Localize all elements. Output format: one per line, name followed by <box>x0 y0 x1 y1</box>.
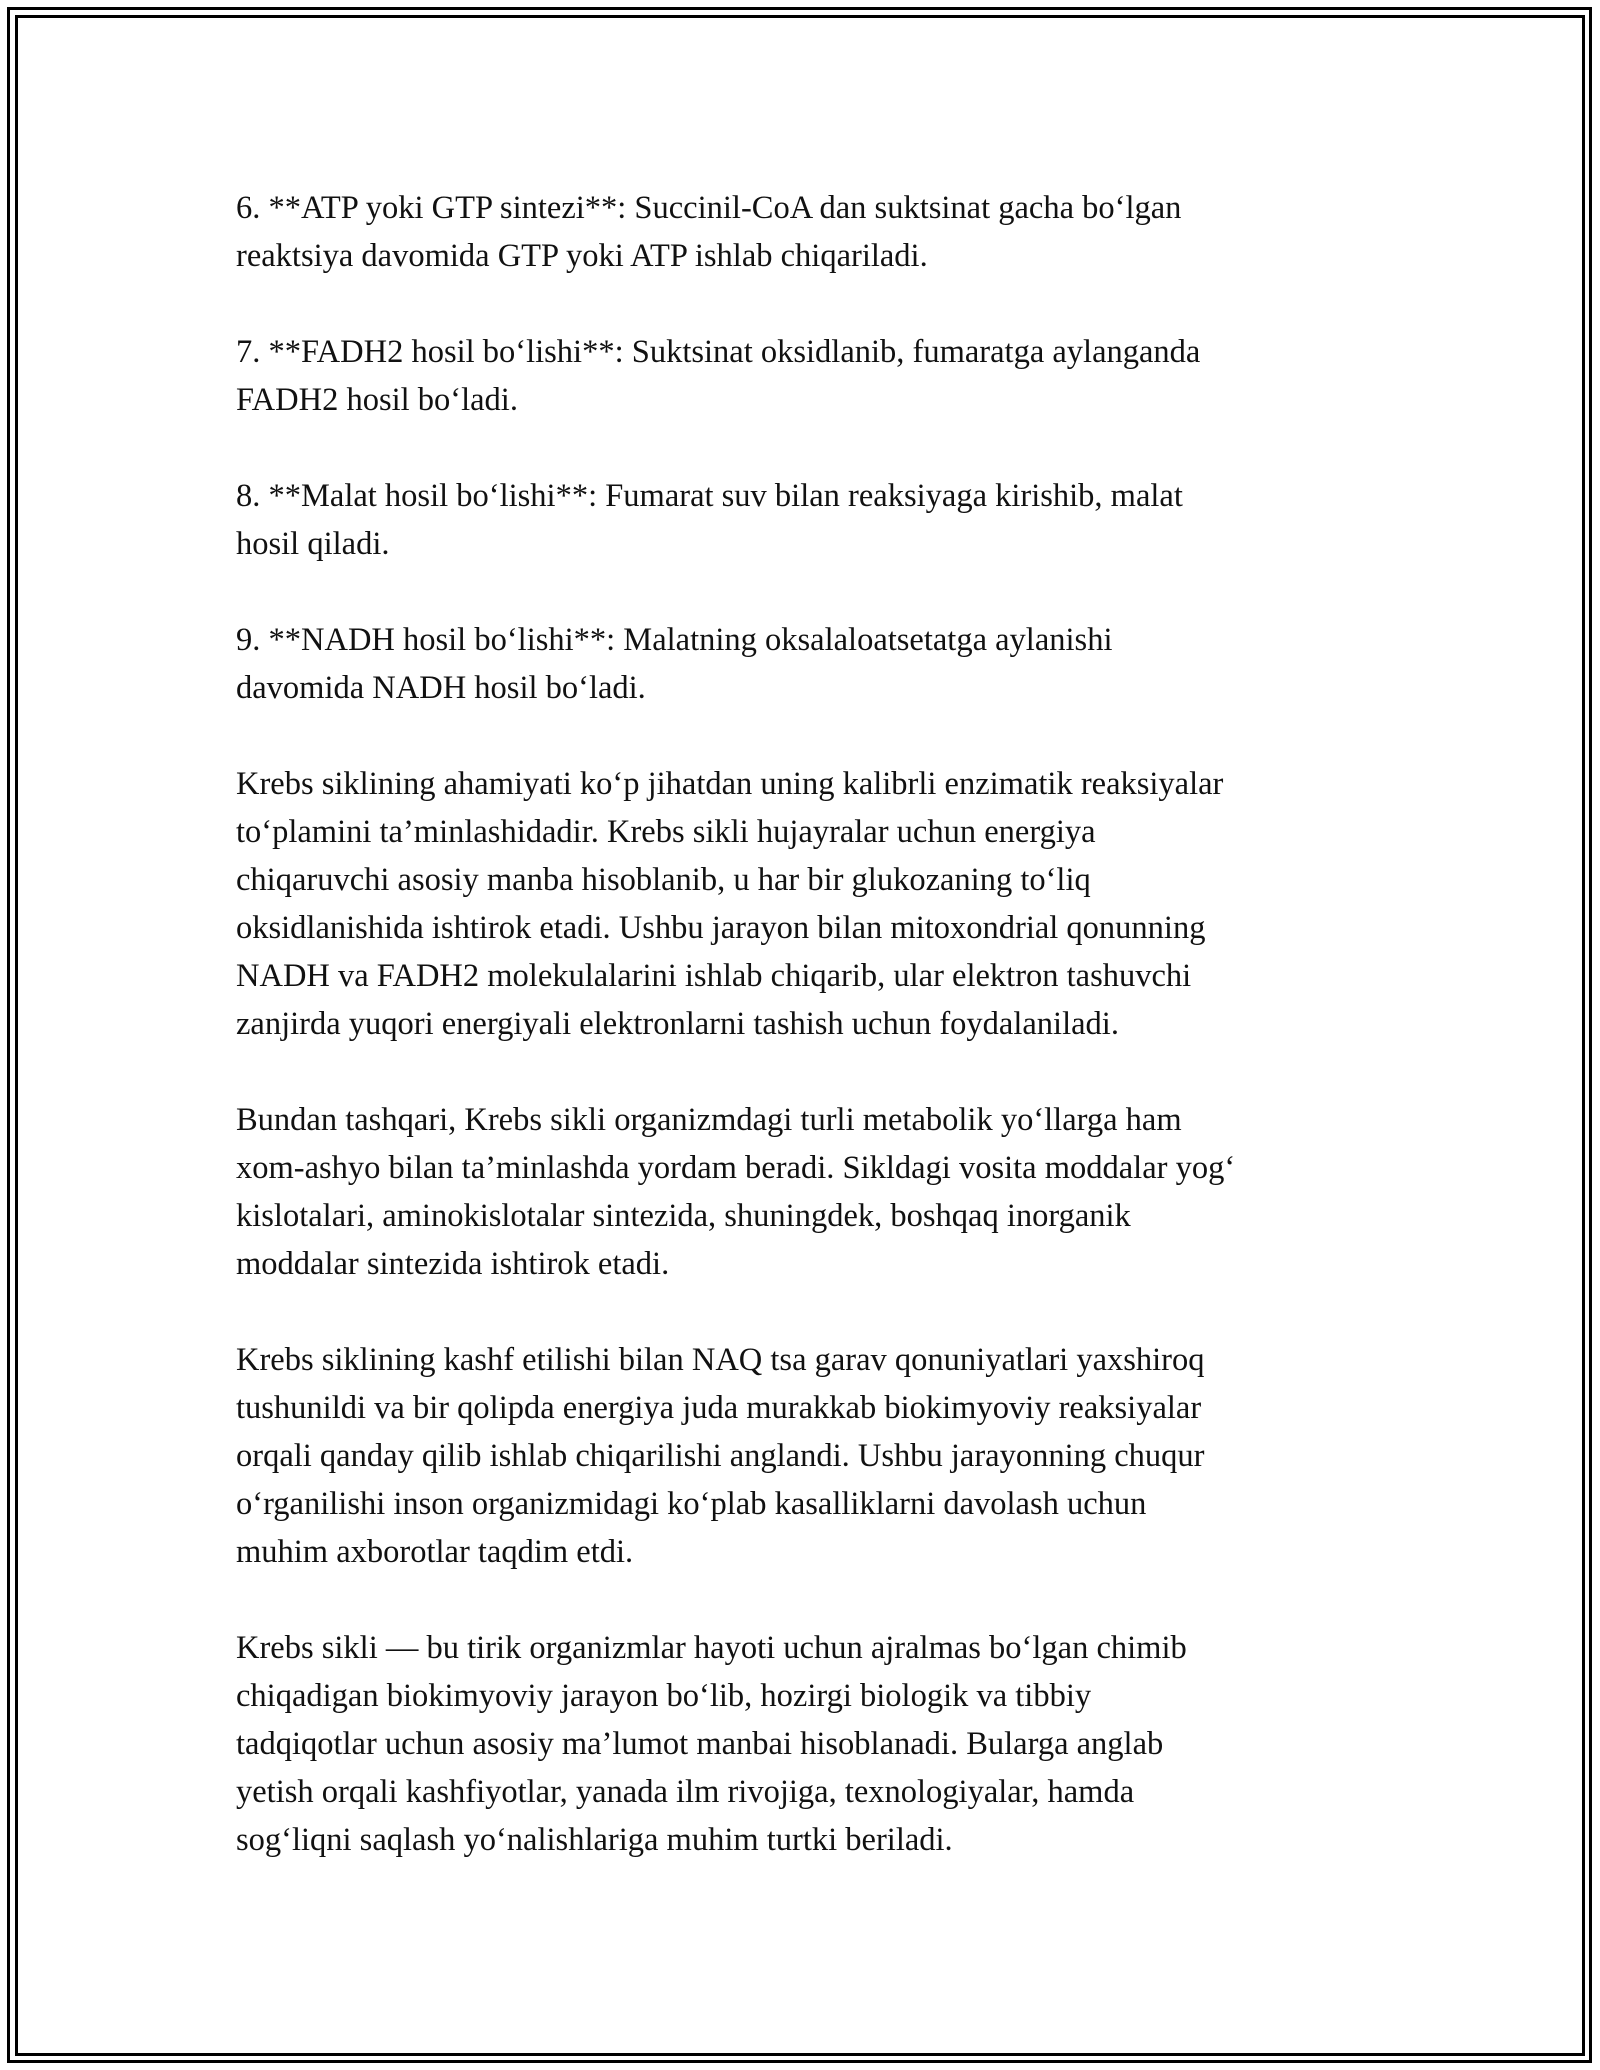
paragraph-fadh2-formation: 7. **FADH2 hosil bo‘lishi**: Suktsinat oksidlanib, fumaratga aylanganda FADH2 hosil bo‘ladi. <box>236 334 1201 418</box>
paragraph-nadh-formation: 9. **NADH hosil bo‘lishi**: Malatning oksalaloatsetatga aylanishi davomida NADH hosil bo‘ladi. <box>236 622 1113 706</box>
paragraph-conclusion: Krebs sikli — bu tirik organizmlar hayoti uchun ajralmas bo‘lgan chimib chiqadigan biokimyoviy jarayon bo‘lib, hozirgi biologik va tibbiy tadqiqotlar uchun asosiy ma’lumot manbai hisoblanadi. Bularga anglab yetish orqali kashfiyotlar, yanada ilm rivojiga, texnologiyalar, hamda sog‘liqni saqlash yo‘nalishlariga muhim turtki beriladi. <box>236 1630 1187 1858</box>
paragraph-discovery-significance: Krebs siklining kashf etilishi bilan NAQ tsa garav qonuniyatlari yaxshiroq tushunildi va bir qolipda energiya juda murakkab biokimyoviy reaksiyalar orqali qanday qilib ishlab chiqarilishi anglandi. Ushbu jarayonning chuqur o‘rganilishi inson organizmidagi ko‘plab kasalliklarni davolash uchun muhim axborotlar taqdim etdi. <box>236 1342 1205 1570</box>
document-body <box>236 184 1366 1864</box>
paragraph-krebs-importance: Krebs siklining ahamiyati ko‘p jihatdan uning kalibrli enzimatik reaksiyalar to‘plamini ta’minlashidadir. Krebs sikli hujayralar uchun energiya chiqaruvchi asosiy manba hisoblanib, u har bir glukozaning to‘liq oksidlanishida ishtirok etadi. Ushbu jarayon bilan mitoxondrial qonunning NADH va FADH2 molekulalarini ishlab chiqarib, ular elektron tashuvchi zanjirda yuqori energiyali elektronlarni tashish uchun foydalaniladi. <box>236 766 1224 1042</box>
paragraph-metabolic-pathways: Bundan tashqari, Krebs sikli organizmdagi turli metabolik yo‘llarga ham xom-ashyo bilan ta’minlashda yordam beradi. Sikldagi vosita moddalar yog‘ kislotalari, aminokislotalar sintezida, shuningdek, boshqaq inorganik moddalar sintezida ishtirok etadi. <box>236 1102 1236 1282</box>
paragraph-atp-gtp-synthesis: 6. **ATP yoki GTP sintezi**: Succinil-CoA dan suktsinat gacha bo‘lgan reaktsiya davomida GTP yoki ATP ishlab chiqariladi. <box>236 190 1182 274</box>
paragraph-malate-formation: 8. **Malat hosil bo‘lishi**: Fumarat suv bilan reaksiyaga kirishib, malat hosil qiladi. <box>236 478 1183 562</box>
